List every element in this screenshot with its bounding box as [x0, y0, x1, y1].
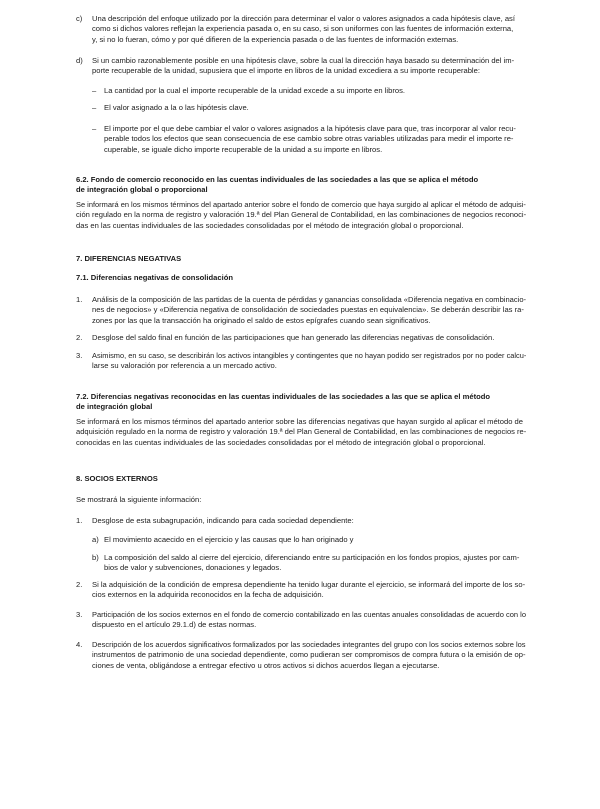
- paragraph-n-7-1-2: [76, 333, 526, 343]
- text-line: y, si no lo fueran, cómo y por qué difieren de la experiencia pasada o de las fuentes de información externas.: [92, 34, 459, 44]
- text-line: Análisis de la composición de las partidas de la cuenta de pérdidas y ganancias consolidada «Diferencia negativa en combinacio-: [92, 295, 527, 304]
- text-line: ción regulado en la norma de registro y valoración 19.ª del Plan General de Contabilidad, en las combinaciones de negocios reconoci-: [76, 210, 527, 220]
- text-line: 7. DIFERENCIAS NEGATIVAS: [76, 254, 182, 263]
- text-line: 8. SOCIOS EXTERNOS: [76, 474, 158, 483]
- paragraph-dash-importe: [76, 124, 526, 155]
- text-line: Desglose de esta subagrupación, indicando para cada sociedad dependiente:: [92, 516, 354, 525]
- paragraph-d-cambio: [76, 56, 526, 77]
- item-label: b): [92, 553, 99, 562]
- text-line: zones por las que la transacción ha originado el saldo de estos epígrafes cuando sean significativos.: [92, 315, 431, 325]
- text-line: Si la adquisición de la condición de empresa dependiente ha tenido lugar durante el ejercicio, se informará del importe de los so-: [92, 580, 526, 589]
- text-line: instrumentos de patrimonio de una sociedad dependiente, como pudieran ser compromisos de compra futura o la emisión de op-: [92, 650, 526, 660]
- text-line: dispuesto en el artículo 29.1.d) de estas normas.: [92, 620, 257, 630]
- text-line: adquisición regulado en la norma de registro y valoración 19.ª del Plan General de Contabilidad, en las combinaciones de negocios re-: [76, 427, 527, 437]
- item-label: –: [92, 86, 97, 95]
- text-line: Se mostrará la siguiente información:: [76, 495, 202, 504]
- paragraph-dash-cantidad: [76, 86, 526, 96]
- section-heading-h-6-2: [76, 175, 526, 196]
- item-label: 3.: [76, 610, 83, 619]
- text-line: Participación de los socios externos en el fondo de comercio contabilizado en las cuentas anuales consolidadas de acuerdo con lo: [92, 610, 527, 619]
- text-line: Una descripción del enfoque utilizado por la dirección para determinar el valor o valores asignados a cada hipótesis clave, así: [92, 14, 515, 23]
- paragraph-p-7-2: [76, 417, 526, 448]
- text-line: 7.2. Diferencias negativas reconocidas en las cuentas individuales de las sociedades a las que se aplica el método: [76, 392, 491, 401]
- text-line: 6.2. Fondo de comercio reconocido en las cuentas individuales de las sociedades a las que se aplica el método: [76, 175, 479, 184]
- item-label: 4.: [76, 640, 83, 649]
- paragraph-n-8-4: [76, 640, 526, 671]
- item-label: 1.: [76, 295, 83, 304]
- text-line: La composición del saldo al cierre del ejercicio, diferenciando entre su participación en los fondos propios, ajustes por cam-: [104, 553, 520, 562]
- section-heading-h-8: [76, 474, 526, 484]
- item-label: 2.: [76, 333, 83, 342]
- text-line: 7.1. Diferencias negativas de consolidación: [76, 273, 233, 282]
- paragraph-n-7-1-1: [76, 295, 526, 326]
- text-line: larse su valoración por referencia a un mercado activo.: [92, 361, 277, 371]
- text-line: Se informará en los mismos términos del apartado anterior sobre las diferencias negativas que hayan surgido al aplicar el método de: [76, 417, 524, 426]
- text-line: Asimismo, en su caso, se describirán los activos intangibles y contingentes que no hayan podido ser registrados por no poder calcu-: [92, 351, 527, 360]
- item-label: –: [92, 124, 97, 133]
- text-line: cios externos en la adquirida reconocidos en la fecha de adquisición.: [92, 590, 324, 600]
- text-line: cuperable, se iguale dicho importe recuperable de la unidad a su importe en libros.: [104, 144, 383, 154]
- text-line: Se informará en los mismos términos del apartado anterior sobre el fondo de comercio que haya surgido al aplicar el método de adquisi-: [76, 200, 526, 209]
- text-line: de integración global o proporcional: [76, 185, 208, 195]
- paragraph-p-6-2: [76, 200, 526, 231]
- text-line: El importe por el que debe cambiar el valor o valores asignados a la hipótesis clave para que, tras incorporar al valor recu-: [104, 124, 516, 133]
- paragraph-c-enfoque: [76, 14, 526, 45]
- text-line: El movimiento acaecido en el ejercicio y las causas que lo han originado y: [104, 535, 354, 544]
- item-label: c): [76, 14, 83, 23]
- paragraph-dash-valor: [76, 103, 526, 113]
- text-line: bios de valor y subvenciones, donaciones y legados.: [104, 563, 282, 573]
- item-label: 2.: [76, 580, 83, 589]
- text-line: perable todos los efectos que sean consecuencia de ese cambio sobre otras variables utilizadas para medir el importe re-: [104, 134, 514, 144]
- text-line: porte recuperable de la unidad, supusiera que el importe en libros de la unidad excediera a su importe recuperable:: [92, 66, 480, 76]
- item-label: 3.: [76, 351, 83, 360]
- item-label: d): [76, 56, 83, 65]
- text-line: Desglose del saldo final en función de las participaciones que han generado las diferencias negativas de consolidación.: [92, 333, 495, 342]
- text-line: de integración global: [76, 402, 153, 412]
- text-line: como si dichos valores reflejan la experiencia pasada o, en su caso, si son uniformes con las fuentes de información externa,: [92, 24, 514, 34]
- text-line: nes de negocios» y «Diferencia negativa de consolidación de sociedades puestas en equivalencia». Se deberán describir las ra-: [92, 305, 524, 315]
- paragraph-p-8: [76, 495, 526, 505]
- text-line: Descripción de los acuerdos significativos formalizados por las sociedades integrantes del grupo con los socios externos sobre los: [92, 640, 526, 649]
- text-line: El valor asignado a la o las hipótesis clave.: [104, 103, 249, 112]
- text-line: La cantidad por la cual el importe recuperable de la unidad excede a su importe en libros.: [104, 86, 405, 95]
- paragraph-b-8-1: [76, 553, 526, 574]
- paragraph-a-8-1: [76, 535, 526, 545]
- section-heading-h-7-1: [76, 273, 526, 283]
- section-heading-h-7-2: [76, 392, 526, 413]
- section-heading-h-7: [76, 254, 526, 264]
- text-line: conocidas en las cuentas individuales de las sociedades consolidadas por el método de integración global o proporcional.: [76, 437, 486, 447]
- item-label: a): [92, 535, 99, 544]
- paragraph-n-8-3: [76, 610, 526, 631]
- text-line: Si un cambio razonablemente posible en una hipótesis clave, sobre la cual la dirección haya basado su determinación del im-: [92, 56, 515, 65]
- paragraph-n-8-1: [76, 516, 526, 526]
- paragraph-n-8-2: [76, 580, 526, 601]
- text-line: das en las cuentas individuales de las sociedades consolidadas por el método de integración global o proporcional.: [76, 220, 464, 230]
- item-label: –: [92, 103, 97, 112]
- paragraph-n-7-1-3: [76, 351, 526, 372]
- text-line: ciones de venta, obligándose a entregar efectivo u otros activos si dichos acuerdos llegan a ejecutarse.: [92, 660, 440, 670]
- item-label: 1.: [76, 516, 83, 525]
